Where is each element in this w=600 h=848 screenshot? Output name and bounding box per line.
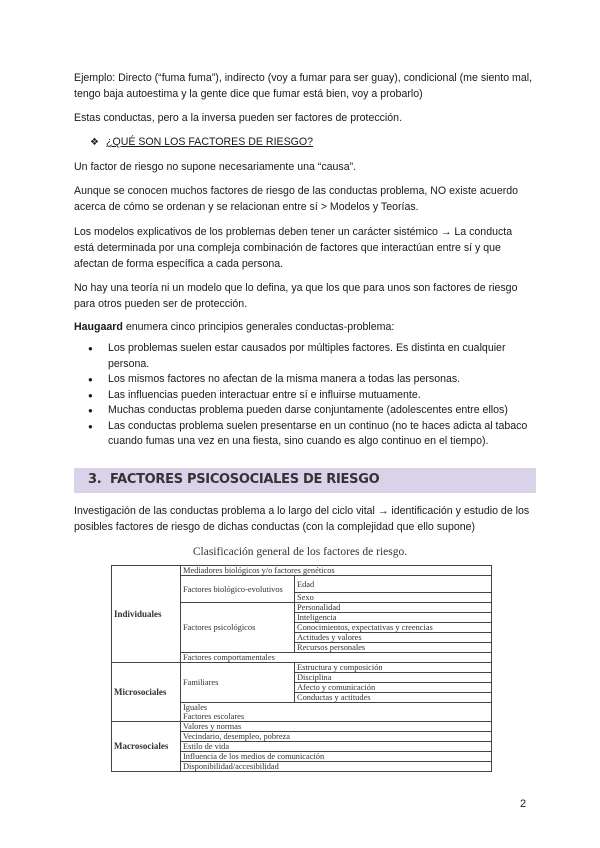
table-cell: Factores comportamentales [181, 653, 492, 663]
table-cell: Familiares [181, 663, 295, 703]
table-cell: Inteligencia [295, 613, 492, 623]
author-name: Haugaard [74, 321, 123, 333]
principles-list [74, 341, 534, 450]
table-cell: Sexo [295, 593, 492, 603]
table-cell: Afecto y comunicación [295, 683, 492, 693]
table-cell: Factores escolares [181, 712, 492, 722]
list-item: ● Los mismos factores no afectan de la misma manera a todas las personas. [74, 372, 534, 388]
diamond-bullet-icon: ❖ [90, 137, 99, 148]
paragraph-acuerdo: Aunque se conocen muchos factores de riesgo de las conductas problema, NO existe acuerdo acerca de cómo se ordenan y se relacionan entre sí > Modelos y Teorías. [74, 185, 519, 213]
paragraph-haugaard [74, 319, 534, 335]
table-cell: Conductas y actitudes [295, 693, 492, 703]
table-cell: Disciplina [295, 673, 492, 683]
table-cell: Conocimientos, expectativas y creencias [295, 623, 492, 633]
paragraph-inversa: Estas conductas, pero a la inversa pueden ser factores de protección. [74, 112, 403, 124]
section-title: FACTORES PSICOSOCIALES DE RIESGO [110, 472, 380, 487]
table-cell: Estilo de vida [181, 742, 492, 752]
table-cell: Disponibilidad/accesibilidad [181, 762, 492, 772]
paragraph-ejemplo: Ejemplo: Directo (“fuma fuma”), indirecto (voy a fumar para ser guay), condicional (me siento mal, tengo baja autoestima y la gente dice que fumar está bien, voy a probarlo) [74, 72, 533, 100]
table-cell: Mediadores biológicos y/o factores genéticos [181, 566, 492, 576]
table-cell: Actitudes y valores [295, 633, 492, 643]
table-cell: Edad [295, 576, 492, 593]
table-cell: Recursos personales [295, 643, 492, 653]
table-cell: Personalidad [295, 603, 492, 613]
principles-intro: enumera cinco principios generales conductas-problema: [122, 321, 395, 333]
paragraph-investigacion: Investigación de las conductas problema a lo largo del ciclo vital → identificación y estudio de los posibles factores de riesgo de dichas conductas (con la complejidad que ello supone) [74, 505, 530, 533]
subheading [90, 134, 313, 151]
table-cell: Estructura y composición [295, 663, 492, 673]
table-cell: Vecindario, desempleo, pobreza [181, 732, 492, 742]
table-caption: Clasificación general de los factores de riesgo. [192, 546, 408, 558]
paragraph-modelos: Los modelos explicativos de los problemas deben tener un carácter sistémico → La conducta está determinada por una compleja combinación de factores que interactúan entre sí y que afectan de forma específica a cada persona. [74, 226, 513, 270]
table-cell: Factores biológico-evolutivos [181, 576, 295, 603]
list-item: ● Los problemas suelen estar causados por múltiples factores. Es distinta en cualquier persona. [74, 341, 534, 372]
list-item: ● Las conductas problema suelen presentarse en un continuo (no te haces adicta al tabaco cuando fumas una vez en una fiesta, sino cuando es algo continuo en el tiempo). [74, 419, 534, 450]
list-item: ● Las influencias pueden interactuar entre sí e influirse mutuamente. [74, 388, 534, 404]
list-item: ● Muchas conductas problema pueden darse conjuntamente (adolescentes entre ellos) [74, 403, 534, 419]
paragraph-teoria: No hay una teoría ni un modelo que lo defina, ya que los que para unos son factores de riesgo para otros pueden ser de protección. [74, 282, 518, 310]
risk-factors-table [111, 565, 492, 772]
table-cell: Iguales [181, 703, 492, 713]
table-cell: Valores y normas [181, 722, 492, 732]
table-cell: Factores psicológicos [181, 603, 295, 653]
table-cell: Influencia de los medios de comunicación [181, 752, 492, 762]
section-number: 3. [88, 472, 102, 487]
section-heading [74, 468, 536, 493]
page-number: 2 [520, 798, 527, 810]
category-macrosociales: Macrosociales [112, 722, 181, 772]
paragraph-causa: Un factor de riesgo no supone necesariamente una “causa”. [74, 161, 357, 173]
category-individuales: Individuales [112, 566, 181, 663]
category-microsociales: Microsociales [112, 663, 181, 722]
subheading-text: ¿QUÉ SON LOS FACTORES DE RIESGO? [106, 136, 314, 148]
